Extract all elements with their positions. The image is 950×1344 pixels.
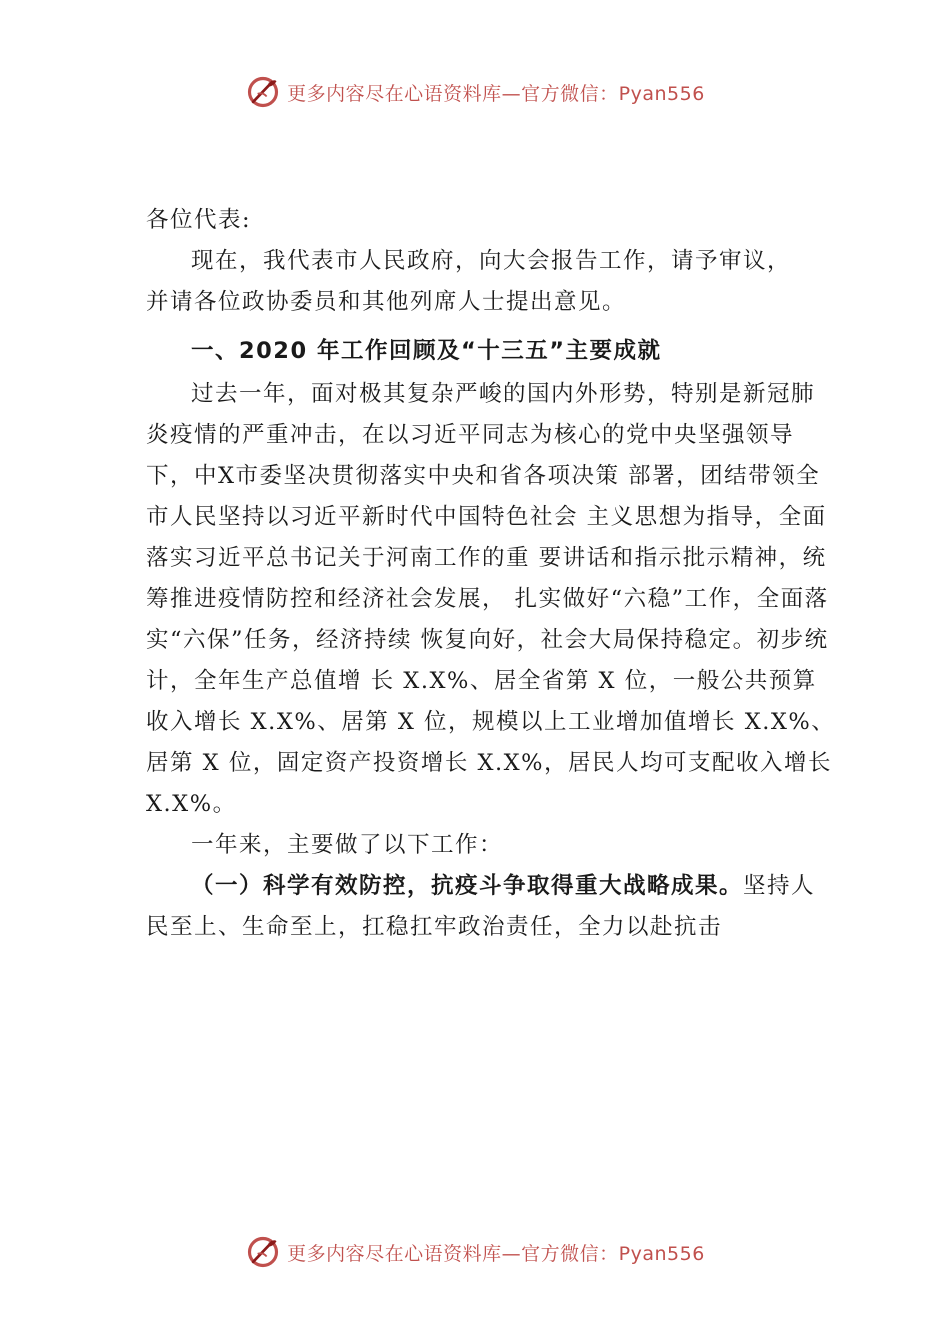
- review-paragraph: 过去一年，面对极其复杂严峻的国内外形势，特别是新冠肺炎疫情的严重冲击，在以习近平同志为核心的党中央坚强领导下，中X市委坚决贯彻落实中央和省各项决策 部署，团结带领全市人民坚持以习近平新时代中国特色社会 主义思想为指导，全面落实习近平总书记关于河南工作的重 要讲话和指示批示精神，统筹推进疫情防控和经济社会发展， 扎实做好“六稳”工作，全面落实“六保”任务，经济持续 恢复向好，社会大局保持稳定。初步统计，全年生产总值增 长 X.X%、居全省第 X 位，一般公共预算收入增长 X.X%、居第 X 位，规模以上工业增加值增长 X.X%、居第 X 位，固定资产投资增长 X.X%，居民人均可支配收入增长 X.X%。: [146, 381, 836, 817]
- opening-line-continued: 并请各位政协委员和其他列席人士提出意见。: [146, 289, 627, 315]
- brush-logo-icon: [245, 74, 281, 110]
- subsection-title: （一）科学有效防控，抗疫斗争取得重大战略成果。: [191, 873, 744, 899]
- watermark-text: 更多内容尽在心语资料库—官方微信：Pyan556: [287, 82, 705, 105]
- salutation: 各位代表:: [146, 207, 252, 233]
- document-body: [146, 200, 836, 948]
- subsection-text: 坚持人民至上、生命至上，扛稳扛牢政治责任，全力以赴抗击: [146, 873, 816, 940]
- footer-watermark: [0, 1230, 950, 1274]
- header-watermark: [0, 70, 950, 114]
- brush-logo-icon: [245, 1234, 281, 1270]
- work-intro-paragraph: 一年来，主要做了以下工作：: [191, 832, 504, 858]
- subsection-paragraph: [146, 866, 836, 948]
- section-heading: 一、2020 年工作回顾及“十三五”主要成就: [191, 338, 662, 364]
- watermark-text: 更多内容尽在心语资料库—官方微信：Pyan556: [287, 1242, 705, 1265]
- opening-line: 现在，我代表市人民政府，向大会报告工作，请予审议，: [191, 248, 792, 274]
